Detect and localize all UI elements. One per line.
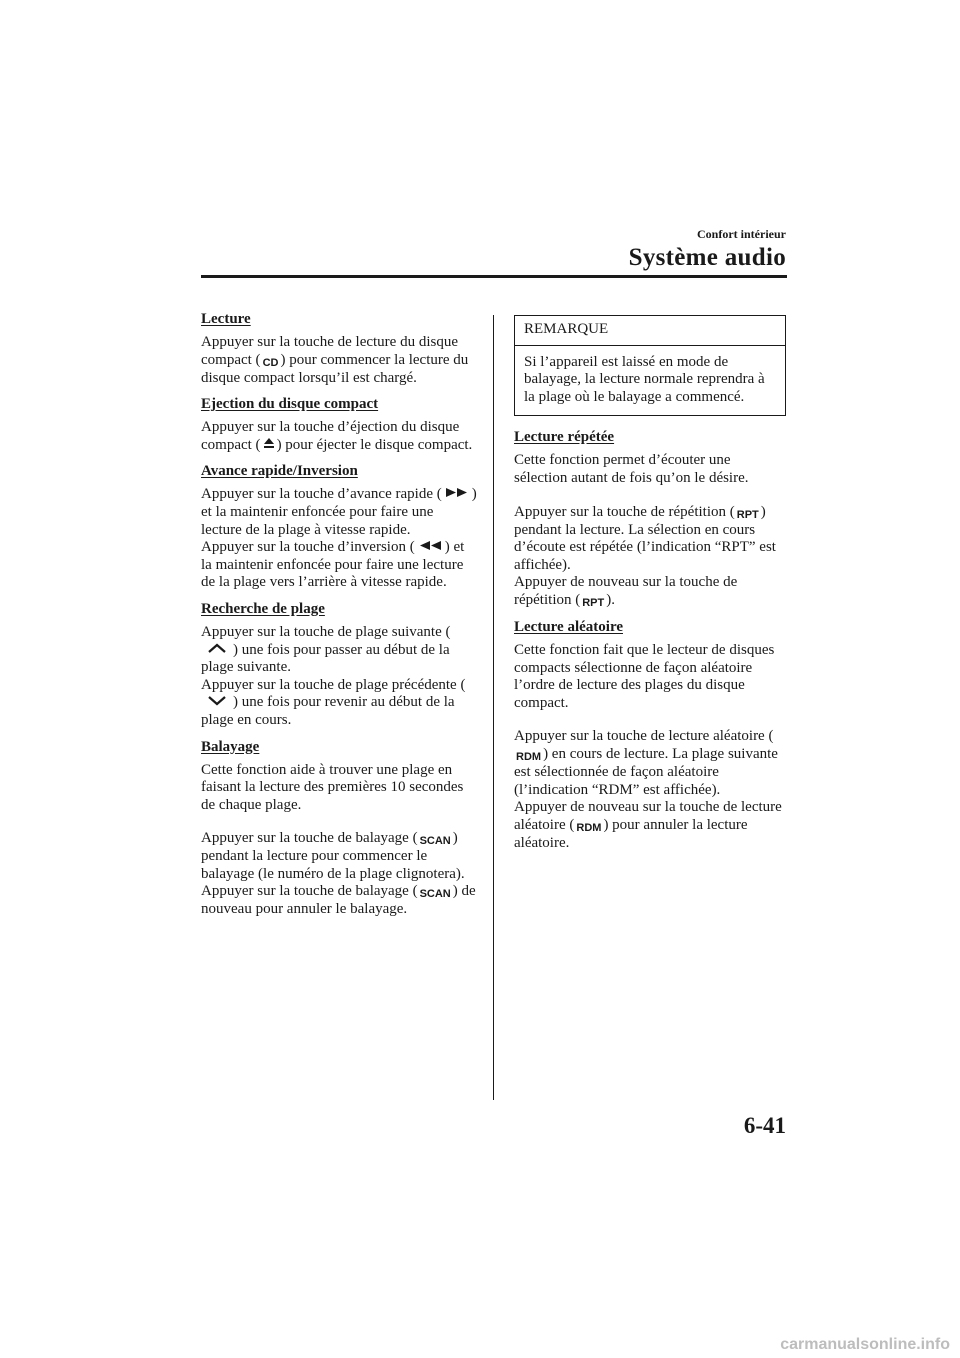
section-label: Confort intérieur — [697, 227, 786, 241]
heading-repetee: Lecture répétée — [514, 429, 615, 446]
paragraph-aleatoire: Appuyer sur la touche de lecture aléatoire (RDM ) en cours de lecture. La plage suivante est sélectionnée de façon aléatoire (l’indication “RDM” est affichée). Appuyer de nouveau sur la touche de lecture aléatoire ( RDM ) pour annuler la lecture aléatoire. — [514, 728, 782, 851]
heading-aleatoire: Lecture aléatoire — [514, 618, 623, 635]
note-body: Si l’appareil est laissé en mode de balayage, la lecture normale reprendra à la plage où le balayage a commencé. — [524, 353, 765, 405]
page-number: 6-41 — [743, 1113, 786, 1138]
paragraph-balayage-desc: Cette fonction aide à trouver une plage en faisant la lecture des premières 10 secondes de chaque plage. — [201, 761, 464, 813]
paragraph-repetee-desc: Cette fonction permet d’écouter une sélection autant de fois qu’on le désire. — [514, 452, 749, 486]
fast-forward-icon — [442, 487, 472, 500]
paragraph-balayage: Appuyer sur la touche de balayage ( SCAN ) pendant la lecture pour commencer le balayage (le numéro de la plage clignotera). Appuyer sur la touche de balayage ( SCAN ) de nouveau pour annuler le balayage. — [201, 830, 476, 918]
rpt-icon: RPT — [736, 508, 759, 521]
paragraph-aleatoire-desc: Cette fonction fait que le lecteur de disques compacts sélectionne de façon aléatoire l’ordre de lecture des plages du disque compact. — [514, 641, 775, 711]
watermark: carmanualsonline.info — [780, 1336, 950, 1353]
right-column — [514, 315, 786, 860]
rpt-icon: RPT — [582, 596, 605, 609]
scan-icon: SCAN — [419, 888, 451, 901]
chevron-down-icon — [201, 695, 233, 708]
heading-lecture: Lecture — [201, 311, 251, 327]
paragraph-ejection: Appuyer sur la touche d’éjection du disque compact ( ) pour éjecter le disque compact. — [201, 419, 473, 453]
heading-recherche: Recherche de plage — [201, 600, 325, 617]
scan-icon: SCAN — [419, 835, 451, 848]
cd-icon: CD — [262, 356, 279, 369]
left-column — [201, 310, 477, 927]
chevron-up-icon — [201, 643, 233, 656]
paragraph-avance: Appuyer sur la touche d’avance rapide ( ) et la maintenir enfoncée pour faire une lecture de la plage à vitesse rapide. Appuyer sur la touche d’inversion ( ) et la maintenir enfoncée pour faire une lecture de la plage vers l’arrière à vitesse rapide. — [201, 486, 477, 591]
rdm-icon: RDM — [516, 750, 542, 763]
heading-avance: Avance rapide/Inversion — [201, 463, 358, 480]
paragraph-lecture: Appuyer sur la touche de lecture du disque compact ( CD ) pour commencer la lecture du disque compact lorsqu’il est chargé. — [201, 334, 469, 386]
paragraph-repetee: Appuyer sur la touche de répétition ( RPT ) pendant la lecture. La sélection en cours d’écoute est répétée (l’indication “RPT” est affichée). Appuyer de nouveau sur la touche de répétition ( RPT ). — [514, 503, 776, 609]
column-divider — [493, 315, 494, 1100]
note-heading: REMARQUE — [515, 316, 785, 346]
page-title: Système audio — [628, 244, 786, 271]
eject-icon — [261, 437, 277, 450]
rdm-icon: RDM — [576, 821, 602, 834]
heading-ejection: Ejection du disque compact — [201, 396, 379, 413]
paragraph-recherche: Appuyer sur la touche de plage suivante ( ) une fois pour passer au début de la plage suivante. Appuyer sur la touche de plage précédente ( ) une fois pour revenir au début de la plage en cours. — [201, 623, 466, 728]
header-rule — [201, 275, 787, 278]
note-box — [514, 315, 786, 416]
heading-balayage: Balayage — [201, 738, 260, 755]
rewind-icon — [415, 540, 445, 553]
